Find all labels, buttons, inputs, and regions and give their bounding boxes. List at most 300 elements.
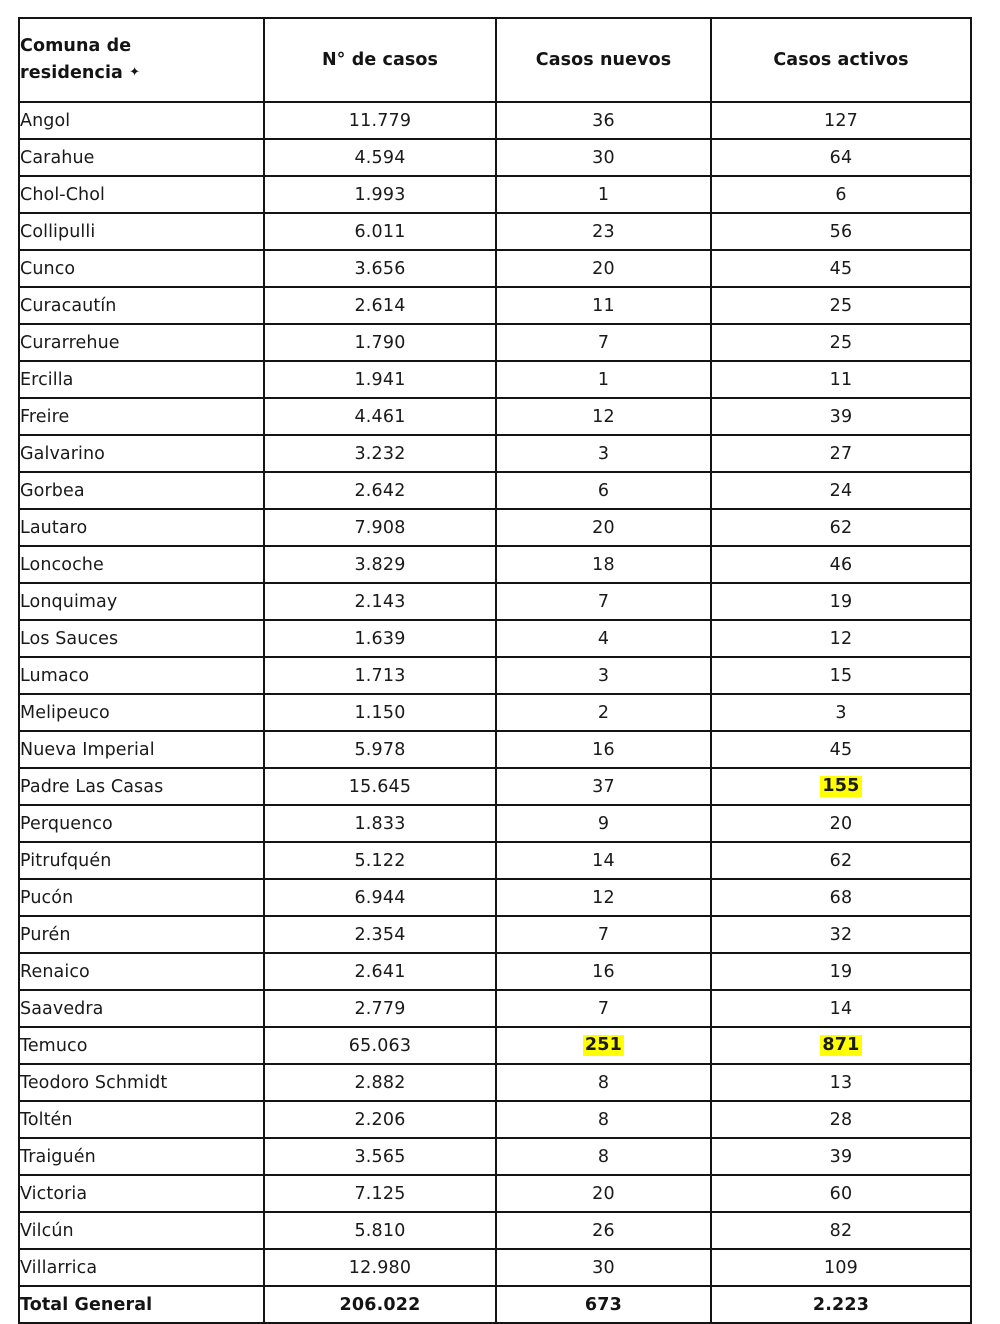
comuna-label: Chol-Chol [20,184,105,205]
cell-casos [264,879,496,916]
comuna-label: Collipulli [20,221,96,242]
table-row [19,842,971,879]
value-activos: 60 [829,1183,853,1204]
cell-comuna [19,287,264,324]
comuna-label: Lumaco [20,665,90,686]
value-casos: 3.829 [354,554,406,575]
cell-activos [711,1249,971,1286]
cell-comuna [19,361,264,398]
cell-casos [264,1027,496,1064]
value-nuevos: 16 [592,961,615,982]
comuna-label: Melipeuco [20,702,110,723]
cell-nuevos [496,1027,711,1064]
value-activos: 3 [835,702,847,723]
cell-casos [264,102,496,139]
value-casos: 12.980 [348,1257,412,1278]
value-nuevos: 30 [592,147,615,168]
value-casos: 2.614 [354,295,406,316]
value-nuevos: 36 [592,110,615,131]
cell-nuevos [496,250,711,287]
table-row [19,1027,971,1064]
table-row [19,1212,971,1249]
value-casos: 7.125 [354,1183,406,1204]
cell-casos [264,361,496,398]
value-nuevos: 23 [592,221,615,242]
value-casos: 4.461 [354,406,406,427]
table-row [19,731,971,768]
cell-comuna [19,1212,264,1249]
value-casos: 5.978 [354,739,406,760]
cell-nuevos [496,139,711,176]
cell-activos [711,879,971,916]
cell-comuna [19,1064,264,1101]
cell-total-casos: 206.022 [264,1286,496,1323]
value-casos: 2.206 [354,1109,406,1130]
table-row [19,250,971,287]
cell-nuevos [496,620,711,657]
cell-nuevos [496,990,711,1027]
value-casos: 2.882 [354,1072,406,1093]
value-casos: 2.642 [354,480,406,501]
value-casos: 6.011 [354,221,406,242]
value-nuevos: 3 [597,665,610,686]
cell-casos [264,398,496,435]
cell-casos [264,1175,496,1212]
cell-activos [711,1175,971,1212]
cell-activos [711,916,971,953]
cell-comuna [19,694,264,731]
table-row [19,620,971,657]
cell-nuevos [496,435,711,472]
value-nuevos: 20 [592,517,615,538]
column-header-comuna [19,18,264,102]
value-nuevos: 3 [597,443,610,464]
cell-activos [711,657,971,694]
value-nuevos: 26 [592,1220,615,1241]
table-header [19,18,971,102]
value-nuevos: 18 [592,554,615,575]
cell-casos [264,1064,496,1101]
value-activos: 24 [829,480,853,501]
comuna-label: Ercilla [20,369,74,390]
table-row [19,102,971,139]
cell-nuevos [496,657,711,694]
column-header-comuna-line1: Comuna de [20,35,132,56]
value-nuevos: 20 [592,1183,615,1204]
cell-activos [711,287,971,324]
value-activos: 12 [829,628,853,649]
cell-nuevos [496,398,711,435]
total-row [19,1286,971,1323]
table-row [19,1249,971,1286]
cell-nuevos [496,1175,711,1212]
cell-casos [264,1212,496,1249]
cell-comuna [19,213,264,250]
cell-activos [711,953,971,990]
comuna-label: Pucón [20,887,74,908]
cell-nuevos [496,1212,711,1249]
cell-activos [711,768,971,805]
value-casos: 6.944 [354,887,406,908]
cell-activos [711,546,971,583]
value-activos: 46 [829,554,853,575]
value-nuevos: 14 [592,850,615,871]
value-casos: 1.639 [354,628,406,649]
table-row [19,583,971,620]
cell-nuevos [496,916,711,953]
cell-casos [264,546,496,583]
highlighted-value-activos: 155 [822,775,860,796]
value-activos: 56 [829,221,853,242]
cell-comuna [19,990,264,1027]
cell-comuna [19,1138,264,1175]
value-casos: 2.641 [354,961,406,982]
value-activos: 109 [823,1257,858,1278]
value-nuevos: 8 [597,1146,610,1167]
table-row [19,324,971,361]
cell-activos [711,694,971,731]
comuna-label: Pitrufquén [20,850,112,871]
cell-casos [264,805,496,842]
cell-activos [711,583,971,620]
value-nuevos: 7 [597,332,610,353]
cell-nuevos [496,694,711,731]
table-row [19,694,971,731]
comuna-label: Loncoche [20,554,104,575]
value-activos: 6 [835,184,847,205]
comuna-label: Vilcún [20,1220,74,1241]
value-nuevos: 1 [597,369,610,390]
value-casos: 5.122 [354,850,406,871]
table-row [19,213,971,250]
value-activos: 19 [829,591,853,612]
cell-casos [264,324,496,361]
comuna-label: Angol [20,110,71,131]
cell-casos [264,472,496,509]
value-nuevos: 7 [597,591,610,612]
cell-nuevos [496,731,711,768]
cell-casos [264,1138,496,1175]
comuna-label: Temuco [20,1035,88,1056]
cell-comuna [19,805,264,842]
cell-casos [264,583,496,620]
value-casos: 5.810 [354,1220,406,1241]
cell-comuna [19,250,264,287]
cell-casos [264,620,496,657]
cell-activos [711,1064,971,1101]
footnote-asterisk-icon: ✦ [129,65,141,80]
value-nuevos: 6 [597,480,610,501]
cell-casos [264,176,496,213]
value-casos: 3.656 [354,258,406,279]
value-activos: 39 [829,406,853,427]
value-nuevos: 20 [592,258,615,279]
cell-activos [711,102,971,139]
value-casos: 1.941 [354,369,406,390]
cell-nuevos [496,102,711,139]
cell-casos [264,990,496,1027]
cell-comuna [19,916,264,953]
value-nuevos: 2 [597,702,610,723]
value-activos: 15 [829,665,853,686]
cell-nuevos [496,509,711,546]
cell-nuevos [496,546,711,583]
value-activos: 27 [829,443,853,464]
value-nuevos: 8 [597,1109,610,1130]
table-row [19,768,971,805]
cell-activos [711,472,971,509]
value-activos: 45 [829,739,853,760]
cell-casos [264,657,496,694]
cell-activos [711,842,971,879]
cell-activos [711,1027,971,1064]
cell-activos [711,731,971,768]
cell-comuna [19,620,264,657]
value-nuevos: 16 [592,739,615,760]
table-row [19,546,971,583]
value-activos: 13 [829,1072,853,1093]
value-nuevos: 7 [597,998,610,1019]
cell-comuna [19,324,264,361]
cell-activos [711,213,971,250]
table-row [19,361,971,398]
table-row [19,1064,971,1101]
value-nuevos: 12 [592,887,615,908]
cell-nuevos [496,1101,711,1138]
cell-comuna [19,435,264,472]
cell-activos [711,1101,971,1138]
cell-comuna [19,842,264,879]
table-row [19,435,971,472]
comuna-label: Renaico [20,961,90,982]
comuna-label: Lonquimay [20,591,118,612]
cell-nuevos [496,213,711,250]
table-row [19,1175,971,1212]
value-activos: 19 [829,961,853,982]
value-activos: 62 [829,517,853,538]
table-row [19,472,971,509]
cell-nuevos [496,287,711,324]
cell-total-activos: 2.223 [711,1286,971,1323]
table-row [19,879,971,916]
value-activos: 28 [829,1109,853,1130]
highlighted-value-nuevos: 251 [584,1034,623,1055]
value-activos: 11 [829,369,853,390]
cell-comuna [19,953,264,990]
covid-cases-by-commune-table [18,17,972,1324]
cell-comuna [19,509,264,546]
cell-comuna [19,1249,264,1286]
comuna-label: Nueva Imperial [20,739,155,760]
value-casos: 1.993 [354,184,406,205]
cell-activos [711,990,971,1027]
cell-casos [264,250,496,287]
cell-comuna [19,657,264,694]
comuna-label: Carahue [20,147,95,168]
value-activos: 68 [829,887,853,908]
comuna-label: Los Sauces [20,628,119,649]
table-body [19,102,971,1323]
cell-activos [711,139,971,176]
comuna-label: Padre Las Casas [20,776,164,797]
comuna-label: Perquenco [20,813,113,834]
value-casos: 3.232 [354,443,406,464]
cell-nuevos [496,953,711,990]
table-row [19,953,971,990]
table-row [19,139,971,176]
value-nuevos: 11 [592,295,615,316]
comuna-label: Saavedra [20,998,104,1019]
comuna-label: Freire [20,406,70,427]
table-row [19,657,971,694]
table-row [19,916,971,953]
cell-activos [711,805,971,842]
value-activos: 127 [823,110,858,131]
comuna-label: Curacautín [20,295,117,316]
cell-comuna [19,139,264,176]
cell-comuna [19,398,264,435]
comuna-label: Lautaro [20,517,88,538]
table-row [19,287,971,324]
value-nuevos: 8 [597,1072,610,1093]
cell-activos [711,361,971,398]
value-casos: 2.779 [354,998,406,1019]
value-activos: 62 [829,850,853,871]
cell-nuevos [496,176,711,213]
value-activos: 45 [829,258,853,279]
comuna-label: Villarrica [20,1257,98,1278]
value-casos: 1.833 [354,813,406,834]
table-row [19,176,971,213]
table-row [19,509,971,546]
value-nuevos: 30 [592,1257,615,1278]
cell-total-label: Total General [19,1286,264,1323]
table-row [19,1101,971,1138]
cell-casos [264,287,496,324]
cell-comuna [19,472,264,509]
comuna-label: Curarrehue [20,332,120,353]
column-header-casos-nuevos: Casos nuevos [496,18,711,102]
value-nuevos: 4 [597,628,610,649]
value-activos: 25 [829,332,853,353]
value-nuevos: 9 [597,813,610,834]
cell-casos [264,731,496,768]
table-row [19,1138,971,1175]
column-header-n-de-casos: N° de casos [264,18,496,102]
cell-nuevos [496,361,711,398]
value-casos: 2.354 [354,924,406,945]
comuna-label: Teodoro Schmidt [20,1072,168,1093]
value-casos: 15.645 [348,776,412,797]
cell-casos [264,1249,496,1286]
cell-casos [264,139,496,176]
cell-casos [264,916,496,953]
cell-activos [711,1212,971,1249]
cell-nuevos [496,583,711,620]
cell-nuevos [496,1249,711,1286]
cell-casos [264,509,496,546]
cell-casos [264,953,496,990]
cell-casos [264,842,496,879]
cell-comuna [19,1027,264,1064]
cell-comuna [19,731,264,768]
cell-comuna [19,1101,264,1138]
value-casos: 2.143 [354,591,406,612]
cell-comuna [19,583,264,620]
column-header-comuna-line2 [20,60,263,87]
cell-activos [711,176,971,213]
value-casos: 3.565 [354,1146,406,1167]
value-casos: 65.063 [348,1035,412,1056]
cell-activos [711,435,971,472]
comuna-label: Traiguén [20,1146,96,1167]
cell-activos [711,324,971,361]
value-nuevos: 37 [592,776,615,797]
cell-activos [711,509,971,546]
value-casos: 1.790 [354,332,406,353]
cell-nuevos [496,1138,711,1175]
cell-comuna [19,546,264,583]
column-header-casos-activos: Casos activos [711,18,971,102]
value-activos: 32 [829,924,853,945]
cell-casos [264,435,496,472]
cell-nuevos [496,879,711,916]
value-casos: 1.150 [354,702,406,723]
table-row [19,805,971,842]
header-row [19,18,971,102]
cell-nuevos [496,472,711,509]
cell-nuevos [496,768,711,805]
value-nuevos: 1 [597,184,610,205]
column-header-comuna-text: residencia [20,63,123,83]
cell-activos [711,398,971,435]
value-activos: 25 [829,295,853,316]
comuna-label: Purén [20,924,71,945]
cell-comuna [19,879,264,916]
cell-nuevos [496,842,711,879]
value-activos: 64 [829,147,853,168]
cell-casos [264,213,496,250]
cell-nuevos [496,805,711,842]
comuna-label: Galvarino [20,443,105,464]
table-row [19,990,971,1027]
cell-activos [711,1138,971,1175]
comuna-label: Cunco [20,258,76,279]
value-casos: 4.594 [354,147,406,168]
cell-nuevos [496,324,711,361]
cell-activos [711,250,971,287]
comuna-label: Gorbea [20,480,85,501]
cell-comuna [19,1175,264,1212]
table-row [19,398,971,435]
cell-activos [711,620,971,657]
cell-casos [264,768,496,805]
cell-comuna [19,176,264,213]
cell-casos [264,694,496,731]
cell-comuna [19,102,264,139]
value-activos: 82 [829,1220,853,1241]
value-activos: 20 [829,813,853,834]
cell-comuna [19,768,264,805]
comuna-label: Victoria [20,1183,88,1204]
value-casos: 7.908 [354,517,406,538]
cell-nuevos [496,1064,711,1101]
value-nuevos: 7 [597,924,610,945]
cell-total-nuevos: 673 [496,1286,711,1323]
value-casos: 1.713 [354,665,406,686]
value-activos: 14 [829,998,853,1019]
comuna-label: Toltén [20,1109,73,1130]
